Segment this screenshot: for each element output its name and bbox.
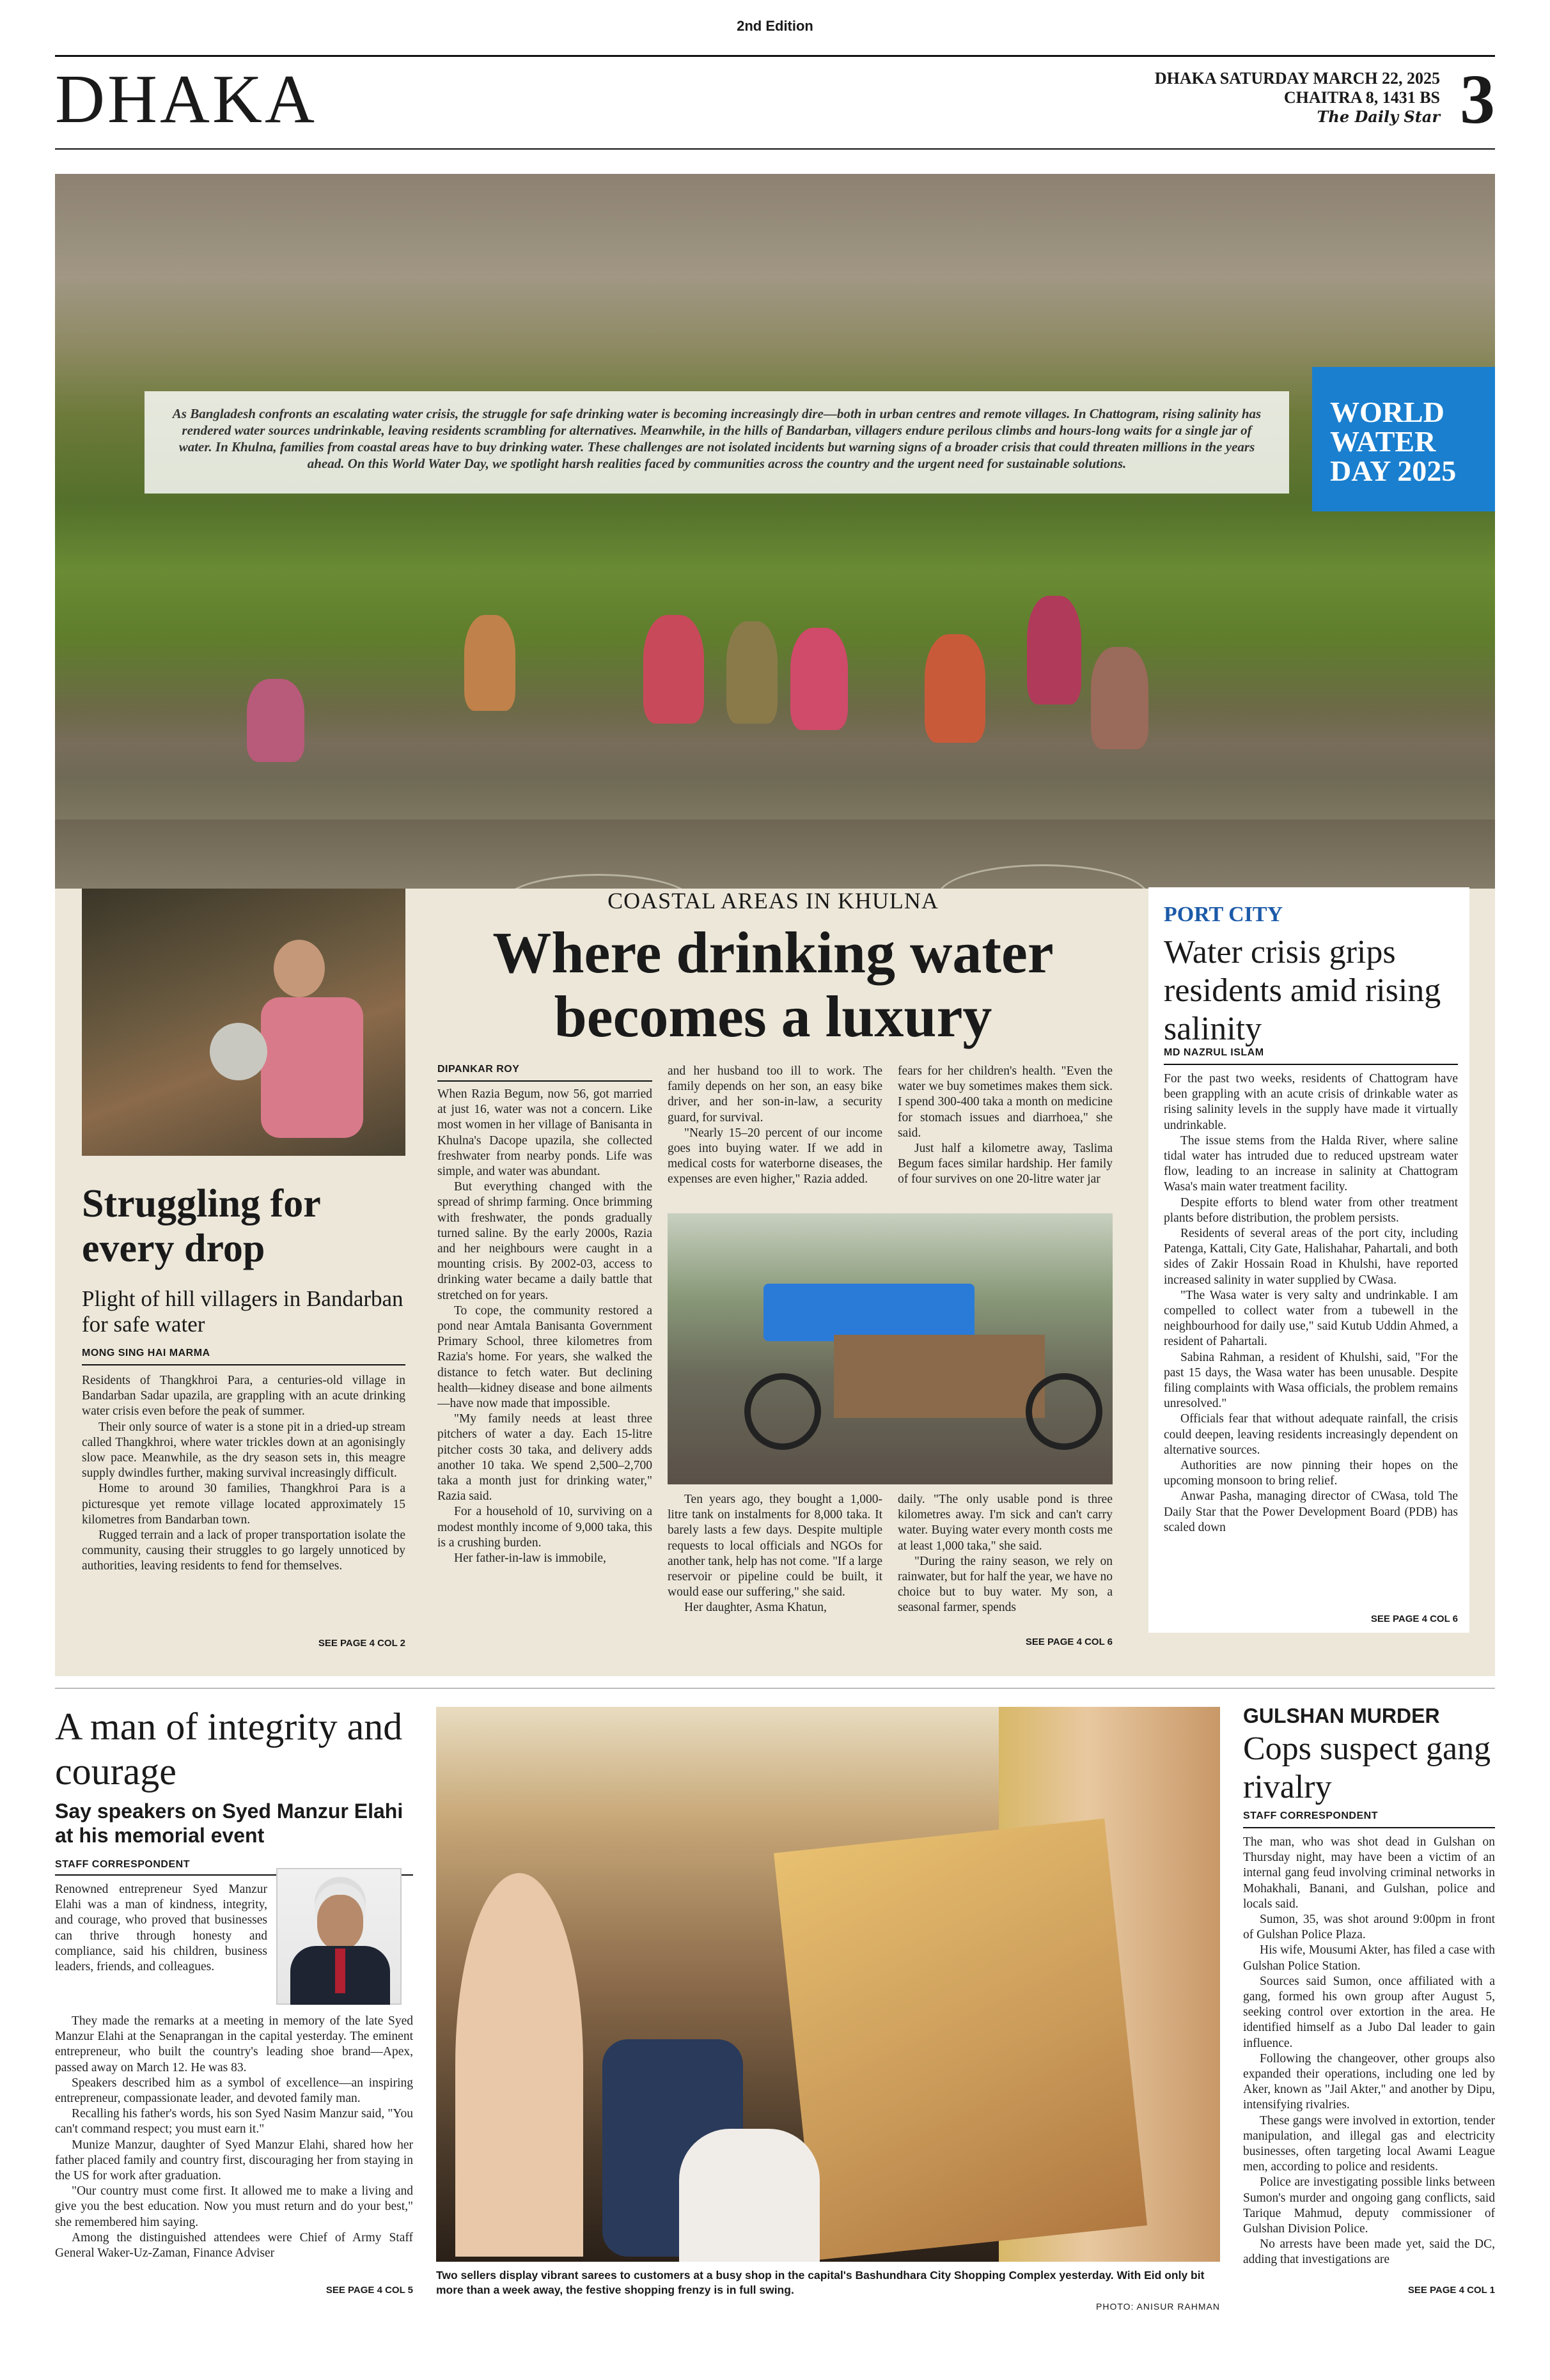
mannequin	[455, 1873, 583, 2257]
divider	[437, 1080, 652, 1082]
khulna-col1	[437, 1087, 652, 1649]
paragraph: When Razia Begum, now 56, got married at just 16, water was not a concern. Like most women in her village of Banisanta in Khulna's Dacope upazila, she collected freshwater from nearby ponds. Life was simple, and water was abundant.	[437, 1087, 652, 1179]
manzur-lead: Renowned entrepreneur Syed Manzur Elahi was a man of kindness, integrity, and courage, who proved that businesses can thrive through honesty and compliance, said his children, business leaders, friends, and colleagues.	[55, 1883, 267, 1974]
paragraph: His wife, Mousumi Akter, has filed a case with Gulshan Police Station.	[1243, 1943, 1495, 1973]
paragraph: To cope, the community restored a pond near Amtala Banisanta Government Primary School, three kilometres from Razia's home. For years, she walked the distance to fetch water. But declining health—kidney disease and bone ailments—have now made that impossible.	[437, 1303, 652, 1411]
paragraph: "Nearly 15–20 percent of our income goes into buying water. If we add in medical costs for waterborne diseases, the expenses are even higher," Razia added.	[668, 1126, 882, 1186]
headline-line: becomes a luxury	[554, 984, 992, 1049]
woman-face	[274, 940, 325, 997]
paragraph: These gangs were involved in extortion, tender manipulation, and illegal gas and electricity businesses, often targeting local Awami League men, according to police and residents.	[1243, 2113, 1495, 2174]
woman-figure	[464, 615, 515, 711]
divider	[1164, 1064, 1458, 1065]
face	[317, 1895, 363, 1950]
port-city-headline: Water crisis grips residents amid rising salinity	[1164, 934, 1441, 1047]
bandarban-subhead: Plight of hill villagers in Bandarban for safe water	[82, 1286, 403, 1337]
khulna-kicker: COASTAL AREAS IN KHULNA	[607, 888, 939, 914]
badge-line: WORLD	[1330, 396, 1444, 428]
port-city-body	[1164, 1071, 1458, 1612]
divider	[82, 1364, 405, 1365]
gulshan-headline: Cops suspect gang rivalry	[1243, 1731, 1491, 1805]
port-city-jump: SEE PAGE 4 COL 6	[1370, 1614, 1458, 1624]
paragraph: Rugged terrain and a lack of proper transportation isolate the community, causing their struggles to go largely unnoticed by authorities, leaving residents to fend for themselves.	[82, 1528, 405, 1573]
paragraph: Munize Manzur, daughter of Syed Manzur Elahi, shared how her father placed family and country first, discouraging her from staying in the US for work after graduation.	[55, 2138, 413, 2183]
gulshan-byline: STAFF CORRESPONDENT	[1243, 1810, 1378, 1821]
saree-held	[774, 1819, 1147, 2260]
paragraph: fears for her children's health. "Even the water we buy sometimes makes them sick. I spend 300-400 taka a month on medicine for stomach issues and diarrhoea," she said.	[898, 1064, 1113, 1140]
photo-credit: PHOTO: ANISUR RAHMAN	[1096, 2301, 1220, 2312]
gulshan-body	[1243, 1835, 1495, 2282]
saree-shop-photo	[436, 1707, 1220, 2262]
water-jars	[763, 1284, 975, 1341]
wheel	[1026, 1373, 1102, 1450]
paragraph: Sumon, 35, was shot around 9:00pm in front of Gulshan Police Plaza.	[1243, 1913, 1495, 1942]
bandarban-byline: MONG SING HAI MARMA	[82, 1348, 210, 1358]
paragraph: Ten years ago, they bought a 1,000-litre tank on instalments for 8,000 taka. It barely lasts a few days. Despite multiple requests to local officials and NGOs for another tank, help has not come. "If a large reservoir or pipeline could be built, it would ease our suffering," she said.	[668, 1493, 882, 1599]
port-city-kicker: PORT CITY	[1164, 903, 1283, 926]
paragraph: Authorities are now pinning their hopes on the upcoming monsoon to bring relief.	[1164, 1459, 1458, 1488]
woman-figure	[925, 634, 985, 743]
divider	[1243, 1827, 1495, 1828]
woman-figure	[1091, 647, 1148, 749]
paragraph: Anwar Pasha, managing director of CWasa, told The Daily Star that the Power Development Board (PDB) has scaled down	[1164, 1489, 1458, 1534]
khulna-col2-top	[668, 1064, 882, 1206]
woman-figure	[726, 621, 778, 724]
manzur-jump: SEE PAGE 4 COL 5	[325, 2285, 413, 2296]
paragraph: The issue stems from the Halda River, where saline tidal water has intruded due to reduced upstream water flow, leading to an increase in salinity at Chattogram Wasa's main water treatment facility.	[1164, 1133, 1458, 1194]
khulna-col2-bottom	[668, 1492, 882, 1637]
paragraph: Residents of Thangkhroi Para, a centuries-old village in Bandarban Sadar upazila, are grappling with an acute drinking water crisis even before the peak of summer.	[82, 1374, 405, 1419]
bandarban-body	[82, 1373, 405, 1634]
khulna-jump: SEE PAGE 4 COL 6	[1025, 1637, 1113, 1647]
port-city-byline: MD NAZRUL ISLAM	[1164, 1047, 1264, 1058]
paragraph: They made the remarks at a meeting in memory of the late Syed Manzur Elahi at the Senaprangan in the capital yesterday. The eminent entrepreneur, who built the country's leading shoe brand—Apex, passed away on March 12. He was 83.	[55, 2014, 413, 2074]
paragraph: and her husband too ill to work. The family depends on her son, an easy bike driver, and her son-in-law, a security guard, for survival.	[668, 1064, 882, 1124]
section-divider	[55, 1688, 1495, 1689]
paragraph: Despite efforts to blend water from other treatment plants before distribution, the problem persists.	[1164, 1195, 1458, 1225]
customer-hijab	[679, 2129, 820, 2262]
woman-body	[261, 997, 363, 1138]
date-gregorian: DHAKA SATURDAY MARCH 22, 2025	[1154, 69, 1440, 88]
paragraph: Among the distinguished attendees were Chief of Army Staff General Waker-Uz-Zaman, Finance Adviser	[55, 2230, 413, 2260]
bandarban-headline: Struggling for every drop	[82, 1182, 320, 1270]
wheel	[744, 1373, 821, 1450]
gulshan-kicker: GULSHAN MURDER	[1243, 1704, 1440, 1727]
paragraph: Her father-in-law is immobile,	[454, 1552, 606, 1566]
paragraph: Home to around 30 families, Thangkhroi Para is a picturesque yet remote village located approximately 15 kilometres from Bandarban town.	[82, 1482, 405, 1527]
badge-line: WATER	[1330, 425, 1436, 458]
manzur-byline: STAFF CORRESPONDENT	[55, 1859, 190, 1870]
section-title: DHAKA	[55, 61, 317, 137]
gulshan-jump: SEE PAGE 4 COL 1	[1407, 2285, 1495, 2296]
bandarban-jump: SEE PAGE 4 COL 2	[318, 1638, 405, 1649]
water-pot	[210, 1023, 267, 1080]
edition-label: 2nd Edition	[737, 18, 813, 34]
paragraph: Their only source of water is a stone pit in a dried-up stream called Thangkhroi, where water trickles down at an agonisingly slow pace. Meanwhile, as the dry season sets in, this meagre supply dwindles further, making survival increasingly difficult.	[82, 1420, 405, 1481]
paragraph: daily. "The only usable pond is three kilometres away. I'm sick and can't carry water. Buying water every month costs me at least 1,000 taka," she said.	[898, 1493, 1113, 1553]
top-rule	[55, 55, 1495, 57]
dateline	[1155, 69, 1440, 127]
manzur-portrait	[276, 1868, 402, 2005]
paragraph: Sabina Rahman, a resident of Khulshi, said, "For the past 15 days, the Wasa water has been unusable. Despite filing complaints with Wasa officials, the problem remains unresolved."	[1164, 1350, 1458, 1411]
paragraph: For the past two weeks, residents of Chattogram have been grappling with an acute crisis of drinkable water as rising salinity levels in the supply have made it virtually undrinkable.	[1164, 1072, 1458, 1132]
paragraph: Sources said Sumon, once affiliated with a gang, formed his own group after August 5, seeking control over extortion in the area. He identified himself as a Jubo Dal leader to gain influence.	[1243, 1974, 1495, 2050]
paragraph: "During the rainy season, we rely on rainwater, but for half the year, we have no choice but to buy water. My son, a seasonal farmer, spends	[898, 1554, 1113, 1615]
woman-figure	[247, 679, 304, 762]
paragraph: "My family needs at least three pitchers of water a day. Each 15-litre pitcher costs 30 taka, and delivery adds another 10 taka. We spend 2,500–2,700 taka a month just for drinking water," Razia said.	[437, 1412, 652, 1504]
paragraph: Police are investigating possible links between Sumon's murder and ongoing gang conflicts, said Tarique Mahmud, deputy commissioner of Gulshan Division Police.	[1243, 2175, 1495, 2236]
woman-figure	[1027, 596, 1081, 704]
tie	[335, 1948, 345, 1993]
bandarban-photo	[82, 889, 405, 1156]
khulna-headline	[434, 921, 1113, 1048]
paragraph: For a household of 10, surviving on a modest monthly income of 9,000 taka, this is a crushing burden.	[437, 1505, 652, 1550]
khulna-col3-top	[898, 1064, 1113, 1206]
paragraph: Recalling his father's words, his son Syed Nasim Manzur said, "You can't command respect; you must earn it."	[55, 2107, 413, 2136]
paragraph: Residents of several areas of the port city, including Patenga, Kattali, City Gate, Halishahar, Pahartali, and both sides of Zakir Hossain Road in Khulshi, have reported increased salinity in water supplied by CWasa.	[1164, 1227, 1458, 1287]
paragraph: "The Wasa water is very salty and undrinkable. I am compelled to collect water from a tubewell in the neighbourhood for daily use," said Kutub Uddin Ahmed, a resident of Pahartali.	[1164, 1288, 1458, 1349]
paragraph: No arrests have been made yet, said the DC, adding that investigations are	[1243, 2237, 1495, 2267]
van-cart	[834, 1335, 1045, 1418]
khulna-col3-bottom	[898, 1492, 1113, 1637]
date-bangla: CHAITRA 8, 1431 BS	[1283, 88, 1440, 107]
paragraph: Her daughter, Asma Khatun,	[684, 1601, 827, 1615]
world-water-day-badge	[1312, 367, 1495, 511]
manzur-subhead: Say speakers on Syed Manzur Elahi at his memorial event	[55, 1800, 403, 1847]
manzur-body	[55, 2014, 413, 2282]
badge-line: DAY 2025	[1330, 455, 1457, 487]
masthead-bottom-rule	[55, 148, 1495, 150]
headline-line: Where drinking water	[492, 920, 1054, 985]
water-vendor-photo	[668, 1213, 1113, 1484]
shop-caption: Two sellers display vibrant sarees to customers at a busy shop in the capital's Bashundhara City Shopping Complex yesterday. With Eid only bit more than a week away, the festive shopping frenzy is in full swing.	[436, 2269, 1205, 2296]
intro-text: As Bangladesh confronts an escalating water crisis, the struggle for safe drinking water is becoming increasingly dire—both in urban centres and remote villages. In Chattogram, rising salinity has rendered water sources undrinkable, leaving residents scrambling for alternatives. Meanwhile, in the hills of Bandarban, villagers endure perilous climbs and hours-long waits for a single jar of water. In Khulna, families from coastal areas have to buy drinking water. These challenges are not isolated incidents but warning signs of a broader crisis that could threaten millions in the years ahead. On this World Water Day, we spotlight harsh realities faced by communities across the country and the urgent need for sustainable solutions.	[145, 391, 1289, 494]
paragraph: "Our country must come first. It allowed me to make a living and give you the best education. Now you must return and do your best," she remembered him saying.	[55, 2184, 413, 2229]
paper-name: The Daily Star	[1317, 107, 1440, 126]
woman-figure	[643, 615, 704, 724]
paragraph: Officials fear that without adequate rainfall, the crisis could deepen, leaving residents increasingly dependent on alternative sources.	[1164, 1412, 1458, 1457]
paragraph: The man, who was shot dead in Gulshan on Thursday night, may have been a victim of an internal gang feud involving criminal networks in Mohakhali, Banani, and Gulshan, police and locals said.	[1243, 1835, 1495, 1911]
paragraph: Just half a kilometre away, Taslima Begum faces similar hardship. Her family of four survives on one 20-litre water jar	[898, 1142, 1113, 1186]
paragraph: Following the changeover, other groups also expanded their operations, including one led by Aker, known as "Jail Akter," and another by Dipu, intensifying rivalries.	[1243, 2051, 1495, 2112]
page-number: 3	[1460, 60, 1495, 138]
paragraph: But everything changed with the spread of shrimp farming. Once brimming with freshwater, the ponds gradually turned saline. By the early 2000s, Razia and her neighbours were caught in a mounting crisis. By 2002-03, access to drinking water became a daily battle that stretched on for years.	[437, 1180, 652, 1302]
woman-figure	[790, 628, 848, 730]
khulna-byline: DIPANKAR ROY	[437, 1064, 520, 1075]
paragraph: Speakers described him as a symbol of excellence—an inspiring entrepreneur, compassionate leader, and devoted family man.	[55, 2076, 413, 2106]
manzur-headline: A man of integrity and courage	[55, 1706, 403, 1793]
